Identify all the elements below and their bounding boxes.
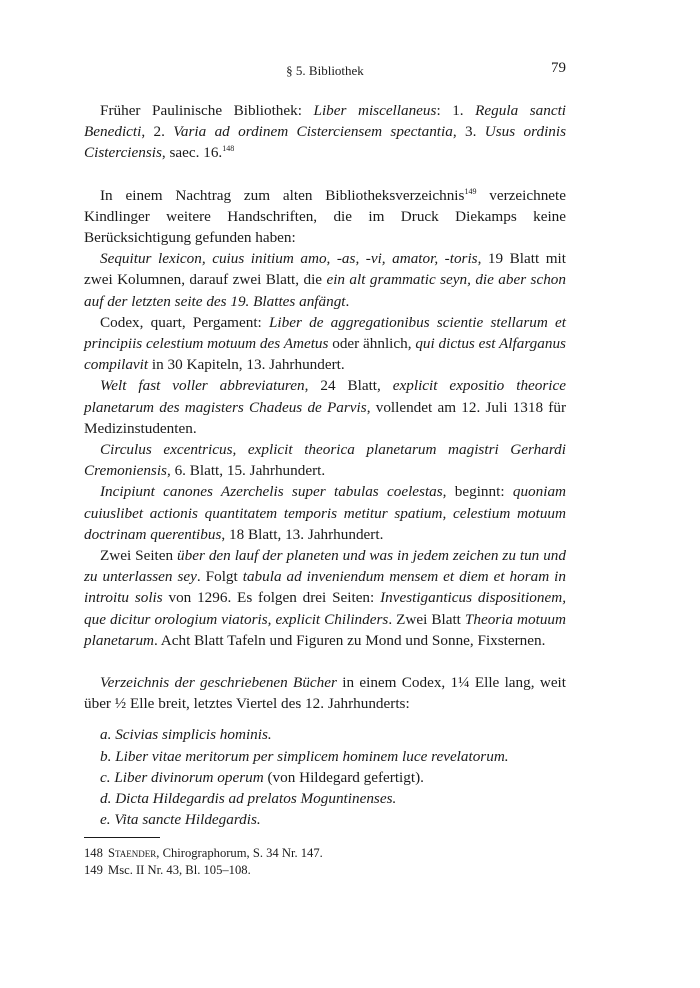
list-item: e. Vita sancte Hildegardis. xyxy=(100,811,261,829)
list-item: a. Scivias simplicis hominis. xyxy=(100,726,272,744)
entry-abbreviaturen: Welt fast voller abbreviaturen, 24 Blatt, explicit expositio theorice planetarum des magisters Chadeus de Parvis, vollendet am 12. Juli 1318 für Medizinstudenten. xyxy=(84,377,566,437)
entry-codex-quart: Codex, quart, Pergament: Liber de aggregationibus scientie stellarum et principiis celestium motuum des Ametus oder ähnlich, qui dictus est Alfarganus compilavit in 30 Kapiteln, 13. Jahrhundert. xyxy=(84,313,567,374)
paragraph-paulinische-bibliothek: Früher Paulinische Bibliothek: Liber miscellaneus: 1. Regula sancti Benedicti, 2. Varia ad ordinem Cisterciensem spectantia, 3. Usus ordinis Cisterciensis, saec. 16.$^{148}$ xyxy=(84,102,567,162)
list-item: d. Dicta Hildegardis ad prelatos Moguntinenses. xyxy=(100,790,397,808)
footnote-148: 148 Staender, Chirographorum, S. 34 Nr. 147. xyxy=(84,845,323,860)
book-page xyxy=(84,60,566,879)
page-header xyxy=(84,60,566,82)
entry-lexicon: Sequitur lexicon, cuius initium amo, -as, -vi, amator, -toris, 19 Blatt mit zwei Kolumnen, darauf zwei Blatt, die ein alt grammatic seyn, die aber schon auf der letzten seite des 19. Blattes anfängt. xyxy=(84,250,566,310)
entry-zwei-seiten: Zwei Seiten über den lauf der planeten und was in jedem zeichen zu tun und zu unterlassen sey. Folgt tabula ad inveniendum mensem et diem et horam in introitu solis von 1296. Es folgen drei Seiten: Investiganticus dispositionem, que dicitur orologium viatoris, explicit Chilinders. Zwei Blatt Theoria motuum planetarum. Acht Blatt Tafeln und Figuren zu Mond und Sonne, Fixsternen. xyxy=(84,547,566,649)
footnotes xyxy=(84,845,566,879)
main-text xyxy=(84,100,566,831)
footnote-ref-148: 148 xyxy=(222,144,235,154)
footnote-rule xyxy=(84,837,160,838)
book-list xyxy=(100,724,566,830)
entry-circulus-excentricus: Circulus excentricus, explicit theorica planetarum magistri Gerhardi Cremoniensis, 6. Blatt, 15. Jahrhundert. xyxy=(84,441,566,480)
footnote-ref-149: 149 xyxy=(464,186,477,196)
running-head: § 5. Bibliothek xyxy=(286,63,364,78)
entry-canones-azerchelis: Incipiunt canones Azerchelis super tabulas coelestas, beginnt: quoniam cuiuslibet actionis quantitatem temporis metitur spatium, celestium motuum doctrinam querentibus, 18 Blatt, 13. Jahrhundert. xyxy=(84,483,566,543)
footnote-149: 149 Msc. II Nr. 43, Bl. 105–108. xyxy=(84,862,251,877)
paragraph-verzeichnis: Verzeichnis der geschriebenen Bücher in einem Codex, 1¼ Elle lang, weit über ½ Elle breit, letztes Viertel des 12. Jahrhunderts: xyxy=(84,674,566,713)
paragraph-nachtrag: In einem Nachtrag zum alten Bibliotheksverzeichnis$^{149}$ verzeichnete Kindlinger weitere Handschriften, die im Druck Diekamps keine Berücksichtigung gefunden haben: xyxy=(84,186,566,247)
list-item: b. Liber vitae meritorum per simplicem hominem luce revelatorum. xyxy=(100,747,509,765)
list-item: c. Liber divinorum operum (von Hildegard gefertigt). xyxy=(100,768,424,786)
page-number: 79 xyxy=(551,60,566,76)
